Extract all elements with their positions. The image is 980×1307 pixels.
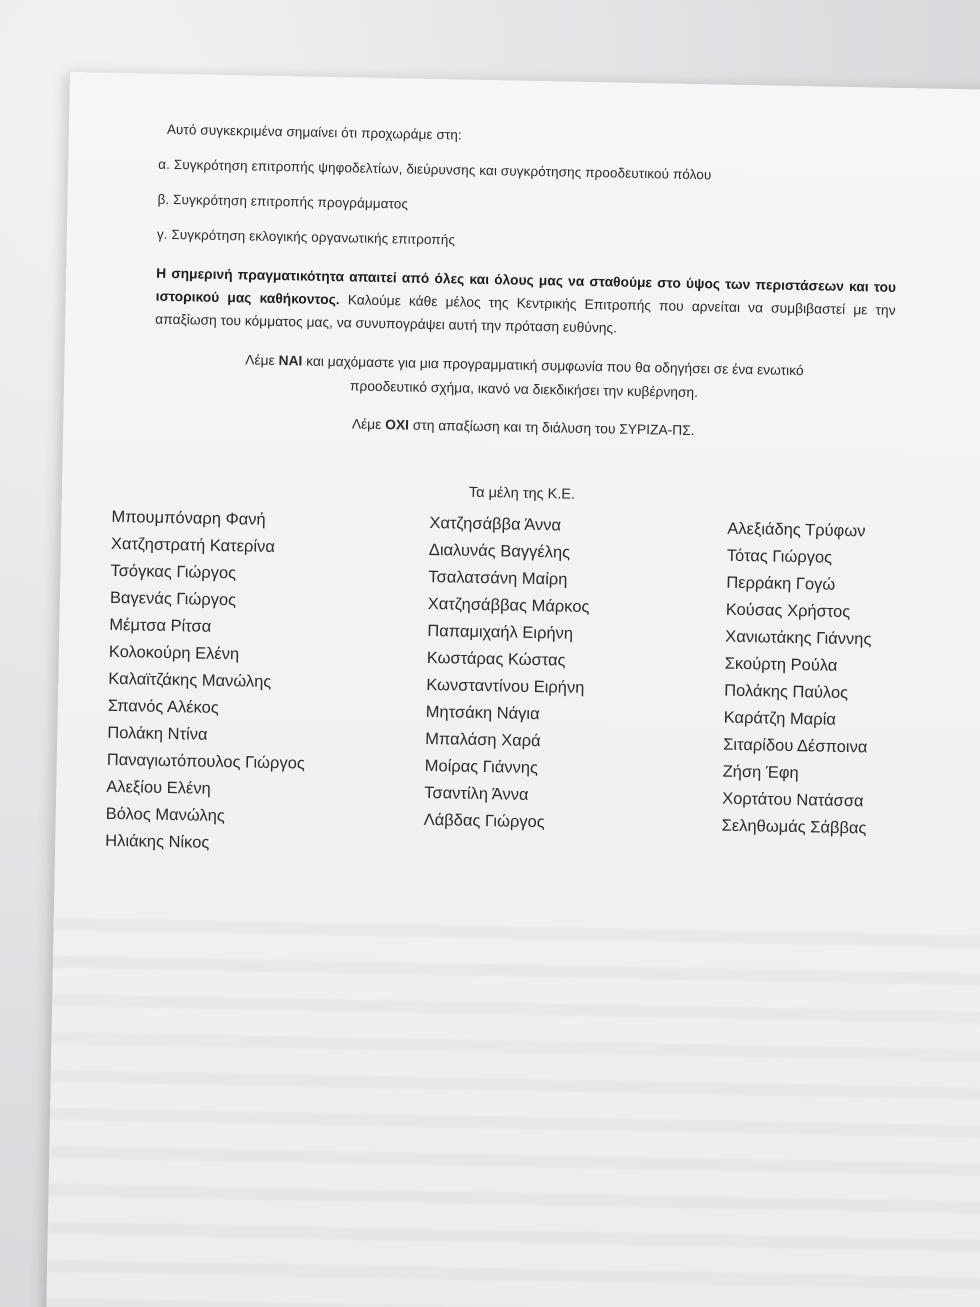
no-rest: στη απαξίωση και τη διάλυση του ΣΥΡΙΖΑ-ΠΣ. <box>408 417 695 439</box>
signers-title: Τα μέλη της Κ.Ε. <box>468 484 576 503</box>
signer-name: Λάβδας Γιώργος <box>423 810 545 832</box>
signer-name: Πολάκη Ντίνα <box>107 723 208 744</box>
signer-name: Σπανός Αλέκος <box>107 696 219 717</box>
paper-sheet <box>46 72 980 1307</box>
no-word: ΟΧΙ <box>385 417 410 433</box>
signer-name: Τσαλατσάνη Μαίρη <box>428 567 568 589</box>
yes-line2: προοδευτικό σχήμα, ικανό να διεκδικήσει την κυβέρνηση. <box>349 378 699 401</box>
appeal-paragraph <box>155 262 896 345</box>
no-prefix: Λέμε <box>351 416 386 433</box>
signer-name: Παναγιωτόπουλος Γιώργος <box>106 750 305 773</box>
signer-name: Αλεξίου Ελένη <box>106 777 211 798</box>
signer-name: Τότας Γιώργος <box>726 546 833 567</box>
signer-name: Ζήση Έφη <box>722 762 799 783</box>
signer-name: Χανιωτάκης Γιάννης <box>725 627 872 649</box>
signer-name: Σεληθωμάς Σάββας <box>721 816 867 838</box>
signer-name: Σιταρίδου Δέσποινα <box>723 735 868 757</box>
signer-name: Χατζησάββα Άννα <box>429 513 562 535</box>
yes-statement <box>154 347 895 409</box>
document-body <box>105 121 899 883</box>
signers-column-1 <box>105 508 310 863</box>
signer-name: Ηλιάκης Νίκος <box>105 831 210 852</box>
signer-name: Τσαντίλη Άννα <box>424 783 529 804</box>
signers-list <box>105 507 892 883</box>
yes-prefix: Λέμε <box>245 352 279 369</box>
signers-column-3 <box>721 520 873 847</box>
signer-name: Παπαμιχαήλ Ειρήνη <box>427 621 574 643</box>
intro-line: Αυτό συγκεκριμένα σημαίνει ότι προχωράμε στη: <box>166 121 462 143</box>
signer-name: Κωνσταντίνου Ειρήνη <box>426 675 585 697</box>
signer-name: Καλαϊτζάκης Μανώλης <box>108 669 272 691</box>
show-through-text <box>46 892 980 1307</box>
signer-name: Μοίρας Γιάννης <box>424 756 539 778</box>
signer-name: Χορτάτου Νατάσσα <box>721 789 864 811</box>
list-item-a: α. Συγκρότηση επιτροπής ψηφοδελτίων, διεύρυνσης και συγκρότησης προοδευτικού πόλου <box>158 156 712 183</box>
signer-name: Χατζησάββας Μάρκος <box>427 594 590 617</box>
yes-line1-rest: και μαχόμαστε για μια προγραμματική συμφωνία που θα οδηγήσει σε ένα ενωτικό <box>302 353 804 379</box>
signer-name: Μέμτσα Ρίτσα <box>109 615 212 636</box>
signer-name: Βαγενάς Γιώργος <box>109 588 237 610</box>
signer-name: Καράτζη Μαρία <box>723 708 837 729</box>
appeal-rest: Καλούμε κάθε μέλος της Κεντρικής Επιτροπής που αρνείται να συμβιβαστεί με την απαξίωση του κόμματος μας, να συνυπογράψει αυτή την πρόταση ευθύνης. <box>155 292 896 336</box>
signer-name: Μητσάκη Νάγια <box>425 702 540 724</box>
no-statement <box>153 409 893 447</box>
signer-name: Μπουμπόναρη Φανή <box>111 507 266 529</box>
appeal-bold: Η σημερινή πραγματικότητα απαιτεί από όλες και όλους μας να σταθούμε στο ύψος των περιστάσεων και του ιστορικού μας καθήκοντος. <box>155 265 897 308</box>
list-item-b: β. Συγκρότηση επιτροπής προγράμματος <box>157 191 409 212</box>
list-item-c: γ. Συγκρότηση εκλογικής οργανωτικής επιτροπής <box>156 226 456 248</box>
signer-name: Κωστάρας Κώστας <box>426 648 566 670</box>
signer-name: Τσόγκας Γιώργος <box>110 561 237 583</box>
signer-name: Διαλυνάς Βαγγέλης <box>428 540 571 562</box>
signer-name: Αλεξιάδης Τρύφων <box>727 519 866 541</box>
yes-word: ΝΑΙ <box>278 353 303 369</box>
signer-name: Κολοκούρη Ελένη <box>108 642 240 664</box>
signer-name: Χατζηστρατή Κατερίνα <box>110 534 276 557</box>
signer-name: Περράκη Γογώ <box>726 573 836 594</box>
signer-name: Μπαλάση Χαρά <box>425 729 541 751</box>
signer-name: Σκούρτη Ρούλα <box>724 654 838 675</box>
signers-column-2 <box>423 514 591 841</box>
signer-name: Βόλος Μανώλης <box>105 804 225 826</box>
signer-name: Κούσας Χρήστος <box>725 600 851 622</box>
signer-name: Πολάκης Παύλος <box>724 681 849 703</box>
